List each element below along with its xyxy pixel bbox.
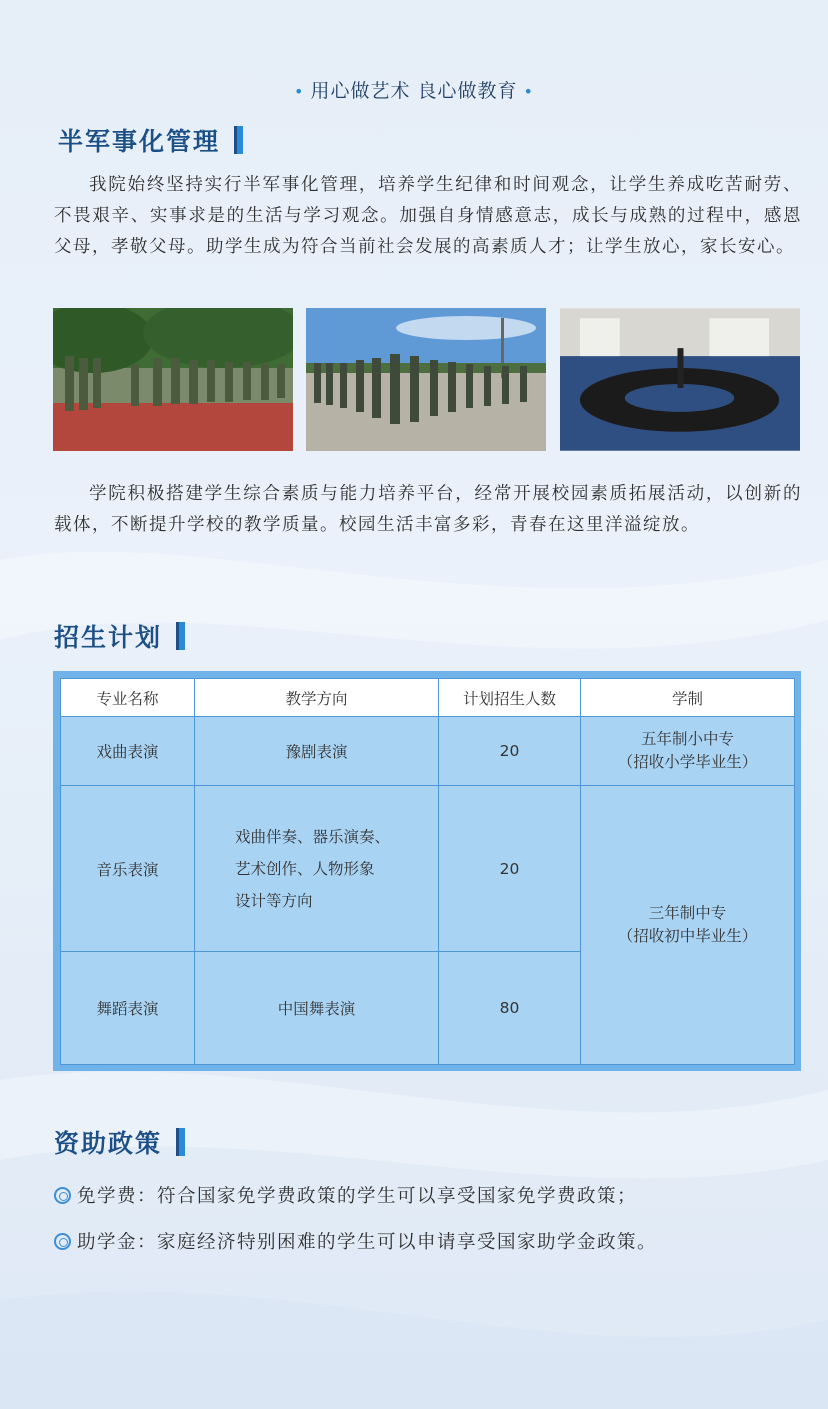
enrollment-table [60,678,795,1065]
table-row [61,786,795,952]
system-line: 五年制小中专 [640,730,734,748]
system-line: （招收初中毕业生） [617,927,758,945]
dot-icon: • [523,82,534,101]
dot-icon: • [294,82,305,101]
table-header-row [61,679,795,717]
section-title-management [58,122,243,158]
header-count: 计划招生人数 [439,679,581,717]
military-formation-photo [306,308,546,451]
policy-item [54,1182,637,1208]
circle-bullet-icon [54,1233,71,1250]
section-title-text: 半军事化管理 [58,127,221,156]
table-row [61,717,795,786]
management-paragraph: 我院始终坚持实行半军事化管理，培养学生纪律和时间观念，让学生养成吃苦耐劳、不畏艰辛、实事求是的生活与学习观念。加强自身情感意志，成长与成熟的过程中，感恩父母，孝敬父母。助学生成为符合当前社会发展的高素质人才；让学生放心，家长安心。 [54,175,802,257]
military-training-photo [53,308,293,451]
direction-line: 戏曲伴奏、器乐演奏、 [235,827,391,846]
cell-direction: 中国舞表演 [195,952,439,1065]
header-direction: 教学方向 [195,679,439,717]
policy-item [54,1228,657,1254]
cell-major: 音乐表演 [61,786,195,952]
title-bar-icon [176,1128,185,1156]
dance-class-photo [560,308,801,451]
section-title-text: 资助政策 [54,1129,163,1158]
cell-count: 80 [439,952,581,1065]
cell-system [581,717,795,786]
enrollment-table-frame [53,671,801,1071]
direction-line: 设计等方向 [235,891,313,910]
policy-text: 助学金：家庭经济特别困难的学生可以申请享受国家助学金政策。 [77,1232,658,1253]
cell-count: 20 [439,717,581,786]
title-bar-icon [234,126,243,154]
slogan-text: 用心做艺术 良心做教育 [310,80,518,102]
activities-paragraph: 学院积极搭建学生综合素质与能力培养平台，经常开展校园素质拓展活动，以创新的载体，不断提升学校的教学质量。校园生活丰富多彩，青春在这里洋溢绽放。 [54,484,802,535]
section-title-text: 招生计划 [54,623,163,652]
photo-strip [53,308,801,451]
system-line: （招收小学毕业生） [617,753,758,771]
cell-major: 舞蹈表演 [61,952,195,1065]
cell-major: 戏曲表演 [61,717,195,786]
system-line: 三年制中专 [648,904,727,922]
direction-line: 艺术创作、人物形象 [235,859,375,878]
cell-count: 20 [439,786,581,952]
cell-direction: 豫剧表演 [195,717,439,786]
header-major: 专业名称 [61,679,195,717]
title-bar-icon [176,622,185,650]
header-system: 学制 [581,679,795,717]
policy-text: 免学费：符合国家免学费政策的学生可以享受国家免学费政策； [77,1186,638,1207]
section-title-funding [54,1124,185,1160]
cell-direction [195,786,439,952]
section-title-enrollment [54,618,185,654]
slogan [0,76,828,103]
circle-bullet-icon [54,1187,71,1204]
cell-system [581,786,795,1065]
